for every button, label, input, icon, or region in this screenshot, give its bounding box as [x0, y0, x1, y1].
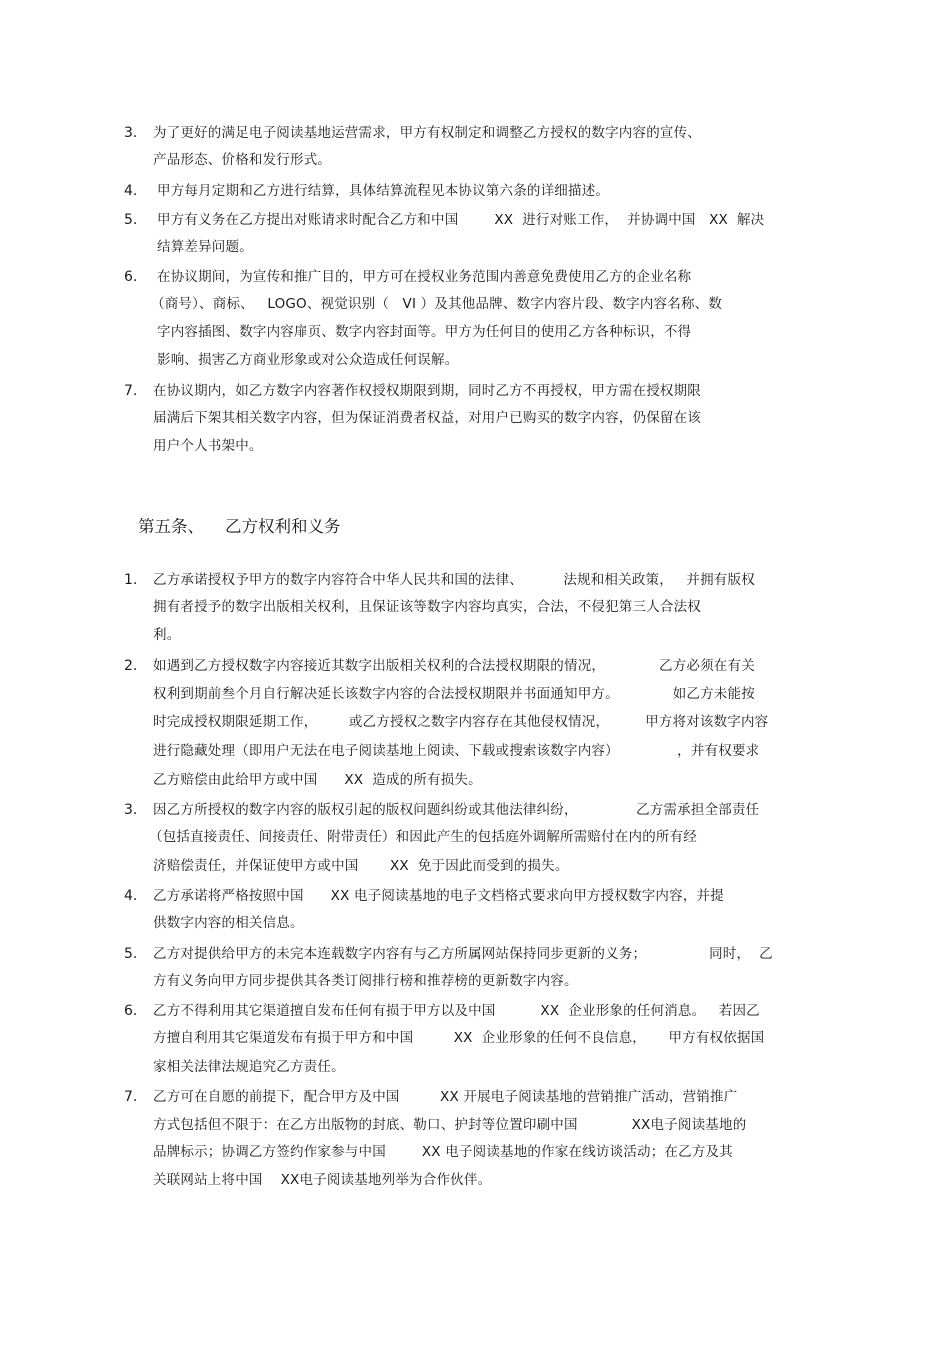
- item-number: 6.: [124, 1003, 138, 1019]
- item-line: 产品形态、价格和发行形式。: [153, 152, 332, 168]
- item-line: 关联网站上将中国 XX电子阅读基地列举为合作伙伴。: [153, 1172, 492, 1188]
- item-number: 5.: [124, 212, 138, 228]
- item-line: 方擅自利用其它渠道发布有损于甲方和中国 XX 企业形象的任何不良信息， 甲方有权依据国: [153, 1030, 765, 1046]
- item-line: 在协议期间，为宣传和推广目的，甲方可在授权业务范围内善意免费使用乙方的企业名称: [157, 269, 692, 285]
- item-line: 甲方每月定期和乙方进行结算，具体结算流程见本协议第六条的详细描述。: [157, 183, 610, 199]
- item-line: （包括直接责任、间接责任、附带责任）和因此产生的包括庭外调解所需赔付在内的所有经: [149, 829, 697, 845]
- item-line: 届满后下架其相关数字内容，但为保证消费者权益，对用户已购买的数字内容，仍保留在该: [153, 410, 701, 426]
- item-line: 乙方不得利用其它渠道擅自发布任何有损于甲方以及中国 XX 企业形象的任何消息。 若因乙: [153, 1003, 760, 1019]
- item-line: 供数字内容的相关信息。: [153, 915, 304, 931]
- item-number: 4.: [124, 888, 138, 904]
- item-number: 4.: [124, 183, 138, 199]
- item-number: 3.: [124, 125, 138, 141]
- item-line: 影响、损害乙方商业形象或对公众造成任何误解。: [157, 352, 459, 368]
- item-line: 乙方对提供给甲方的未完本连载数字内容有与乙方所属网站保持同步更新的义务； 同时， 乙: [153, 946, 773, 962]
- item-number: 1.: [124, 572, 138, 588]
- item-line: 乙方承诺将严格按照中国 XX 电子阅读基地的电子文档格式要求向甲方授权数字内容，并提: [153, 888, 724, 904]
- item-line: 如遇到乙方授权数字内容接近其数字出版相关权利的合法授权期限的情况， 乙方必须在有关: [153, 658, 755, 674]
- item-number: 6.: [124, 269, 138, 285]
- item-number: 3.: [124, 802, 138, 818]
- item-line: 为了更好的满足电子阅读基地运营需求，甲方有权制定和调整乙方授权的数字内容的宣传、: [153, 125, 701, 141]
- item-line: 品牌标示；协调乙方签约作家参与中国 XX 电子阅读基地的作家在线访谈活动；在乙方及其: [153, 1144, 733, 1160]
- item-number: 7.: [124, 1089, 138, 1105]
- item-line: 利。: [153, 627, 181, 643]
- item-number: 2.: [124, 658, 138, 674]
- item-line: 结算差异问题。: [157, 239, 253, 255]
- item-number: 5.: [124, 946, 138, 962]
- item-line: 在协议期内，如乙方数字内容著作权授权期限到期，同时乙方不再授权，甲方需在授权期限: [153, 383, 701, 399]
- item-line: 字内容插图、数字内容扉页、数字内容封面等。甲方为任何目的使用乙方各种标识，不得: [157, 324, 692, 340]
- item-line: 济赔偿责任，并保证使甲方或中国 XX 免于因此而受到的损失。: [153, 858, 569, 874]
- item-line: （商号）、商标、 LOGO、视觉识别（ VI ）及其他品牌、数字内容片段、数字内容名称、数: [151, 296, 723, 312]
- item-line: 乙方承诺授权予甲方的数字内容符合中华人民共和国的法律、 法规和相关政策， 并拥有版权: [153, 572, 755, 588]
- item-line: 因乙方所授权的数字内容的版权引起的版权问题纠纷或其他法律纠纷， 乙方需承担全部责任: [153, 802, 760, 818]
- item-line: 拥有者授予的数字出版相关权利，且保证该等数字内容均真实，合法，不侵犯第三人合法权: [153, 599, 701, 615]
- item-line: 权利到期前叁个月自行解决延长该数字内容的合法授权期限并书面通知甲方。 如乙方未能按: [153, 686, 755, 702]
- item-line: 乙方可在自愿的前提下，配合甲方及中国 XX 开展电子阅读基地的营销推广活动，营销推广: [153, 1089, 738, 1105]
- item-line: 乙方赔偿由此给甲方或中国 XX 造成的所有损失。: [153, 772, 482, 788]
- item-line: 方有义务向甲方同步提供其各类订阅排行榜和推荐榜的更新数字内容。: [153, 973, 578, 989]
- item-line: 甲方有义务在乙方提出对账请求时配合乙方和中国 XX 进行对账工作， 并协调中国 XX 解决: [157, 212, 765, 228]
- item-line: 时完成授权期限延期工作， 或乙方授权之数字内容存在其他侵权情况， 甲方将对该数字内容: [153, 714, 769, 730]
- item-number: 7.: [124, 383, 138, 399]
- section-heading: 第五条、 乙方权利和义务: [138, 517, 341, 536]
- item-line: 方式包括但不限于：在乙方出版物的封底、勒口、护封等位置印刷中国 XX电子阅读基地的: [153, 1117, 747, 1133]
- item-line: 家相关法律法规追究乙方责任。: [153, 1059, 345, 1075]
- item-line: 用户个人书架中。: [153, 438, 263, 454]
- item-line: 进行隐藏处理（即用户无法在电子阅读基地上阅读、下载或搜索该数字内容） ，并有权要求: [153, 743, 760, 759]
